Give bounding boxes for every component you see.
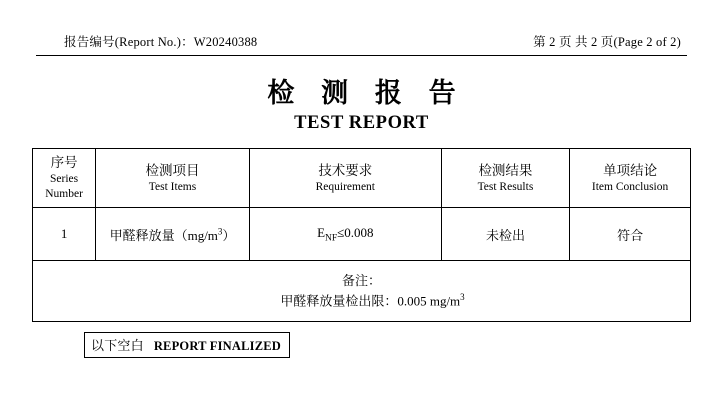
report-finalized-en: REPORT FINALIZED	[153, 339, 282, 354]
remark-detection-limit	[35, 291, 688, 311]
column-header-requirement: 技术要求 Requirement	[249, 149, 441, 208]
requirement-subscript: NF	[325, 233, 338, 244]
cell-test-result: 未检出	[441, 208, 569, 261]
cell-item-conclusion: 符合	[570, 208, 691, 261]
page-title-cn: 检 测 报 告	[267, 78, 466, 108]
report-finalized-wrapper	[84, 332, 695, 358]
column-header-item-conclusion: 单项结论 Item Conclusion	[570, 149, 691, 208]
results-table	[32, 148, 691, 322]
header-divider	[36, 55, 687, 56]
column-header-test-results: 检测结果 Test Results	[441, 149, 569, 208]
table-row	[33, 208, 691, 261]
test-item-text: 甲醛释放量（mg/m	[109, 227, 218, 243]
column-header-test-items: 检测项目 Test Items	[96, 149, 250, 208]
remark-detection-limit-text: 甲醛释放量检出限：0.005 mg/m	[280, 293, 461, 309]
report-finalized-badge	[84, 332, 290, 358]
results-table-wrapper	[32, 148, 691, 322]
table-remark-row	[33, 261, 691, 322]
document-header	[28, 0, 695, 50]
requirement-symbol: E	[317, 224, 326, 240]
remark-label: 备注：	[341, 272, 381, 288]
page-indicator: 第 2 页 共 2 页(Page 2 of 2)	[533, 35, 681, 49]
test-item-superscript: 3	[217, 226, 223, 237]
test-item-text-suffix: ）	[222, 227, 236, 243]
page-title-en: TEST REPORT	[294, 113, 429, 134]
cell-requirement	[249, 208, 441, 261]
remark-cell	[33, 261, 691, 322]
cell-test-item	[96, 208, 250, 261]
cell-series-number: 1	[33, 208, 96, 261]
report-finalized-cn: 以下空白	[91, 338, 144, 354]
table-header-row	[33, 149, 691, 208]
report-number: 报告编号(Report No.)：W20240388	[64, 35, 258, 49]
remark-superscript: 3	[460, 292, 465, 303]
requirement-value: ≤0.008	[337, 224, 374, 240]
column-header-series: 序号 Series Number	[33, 149, 96, 208]
